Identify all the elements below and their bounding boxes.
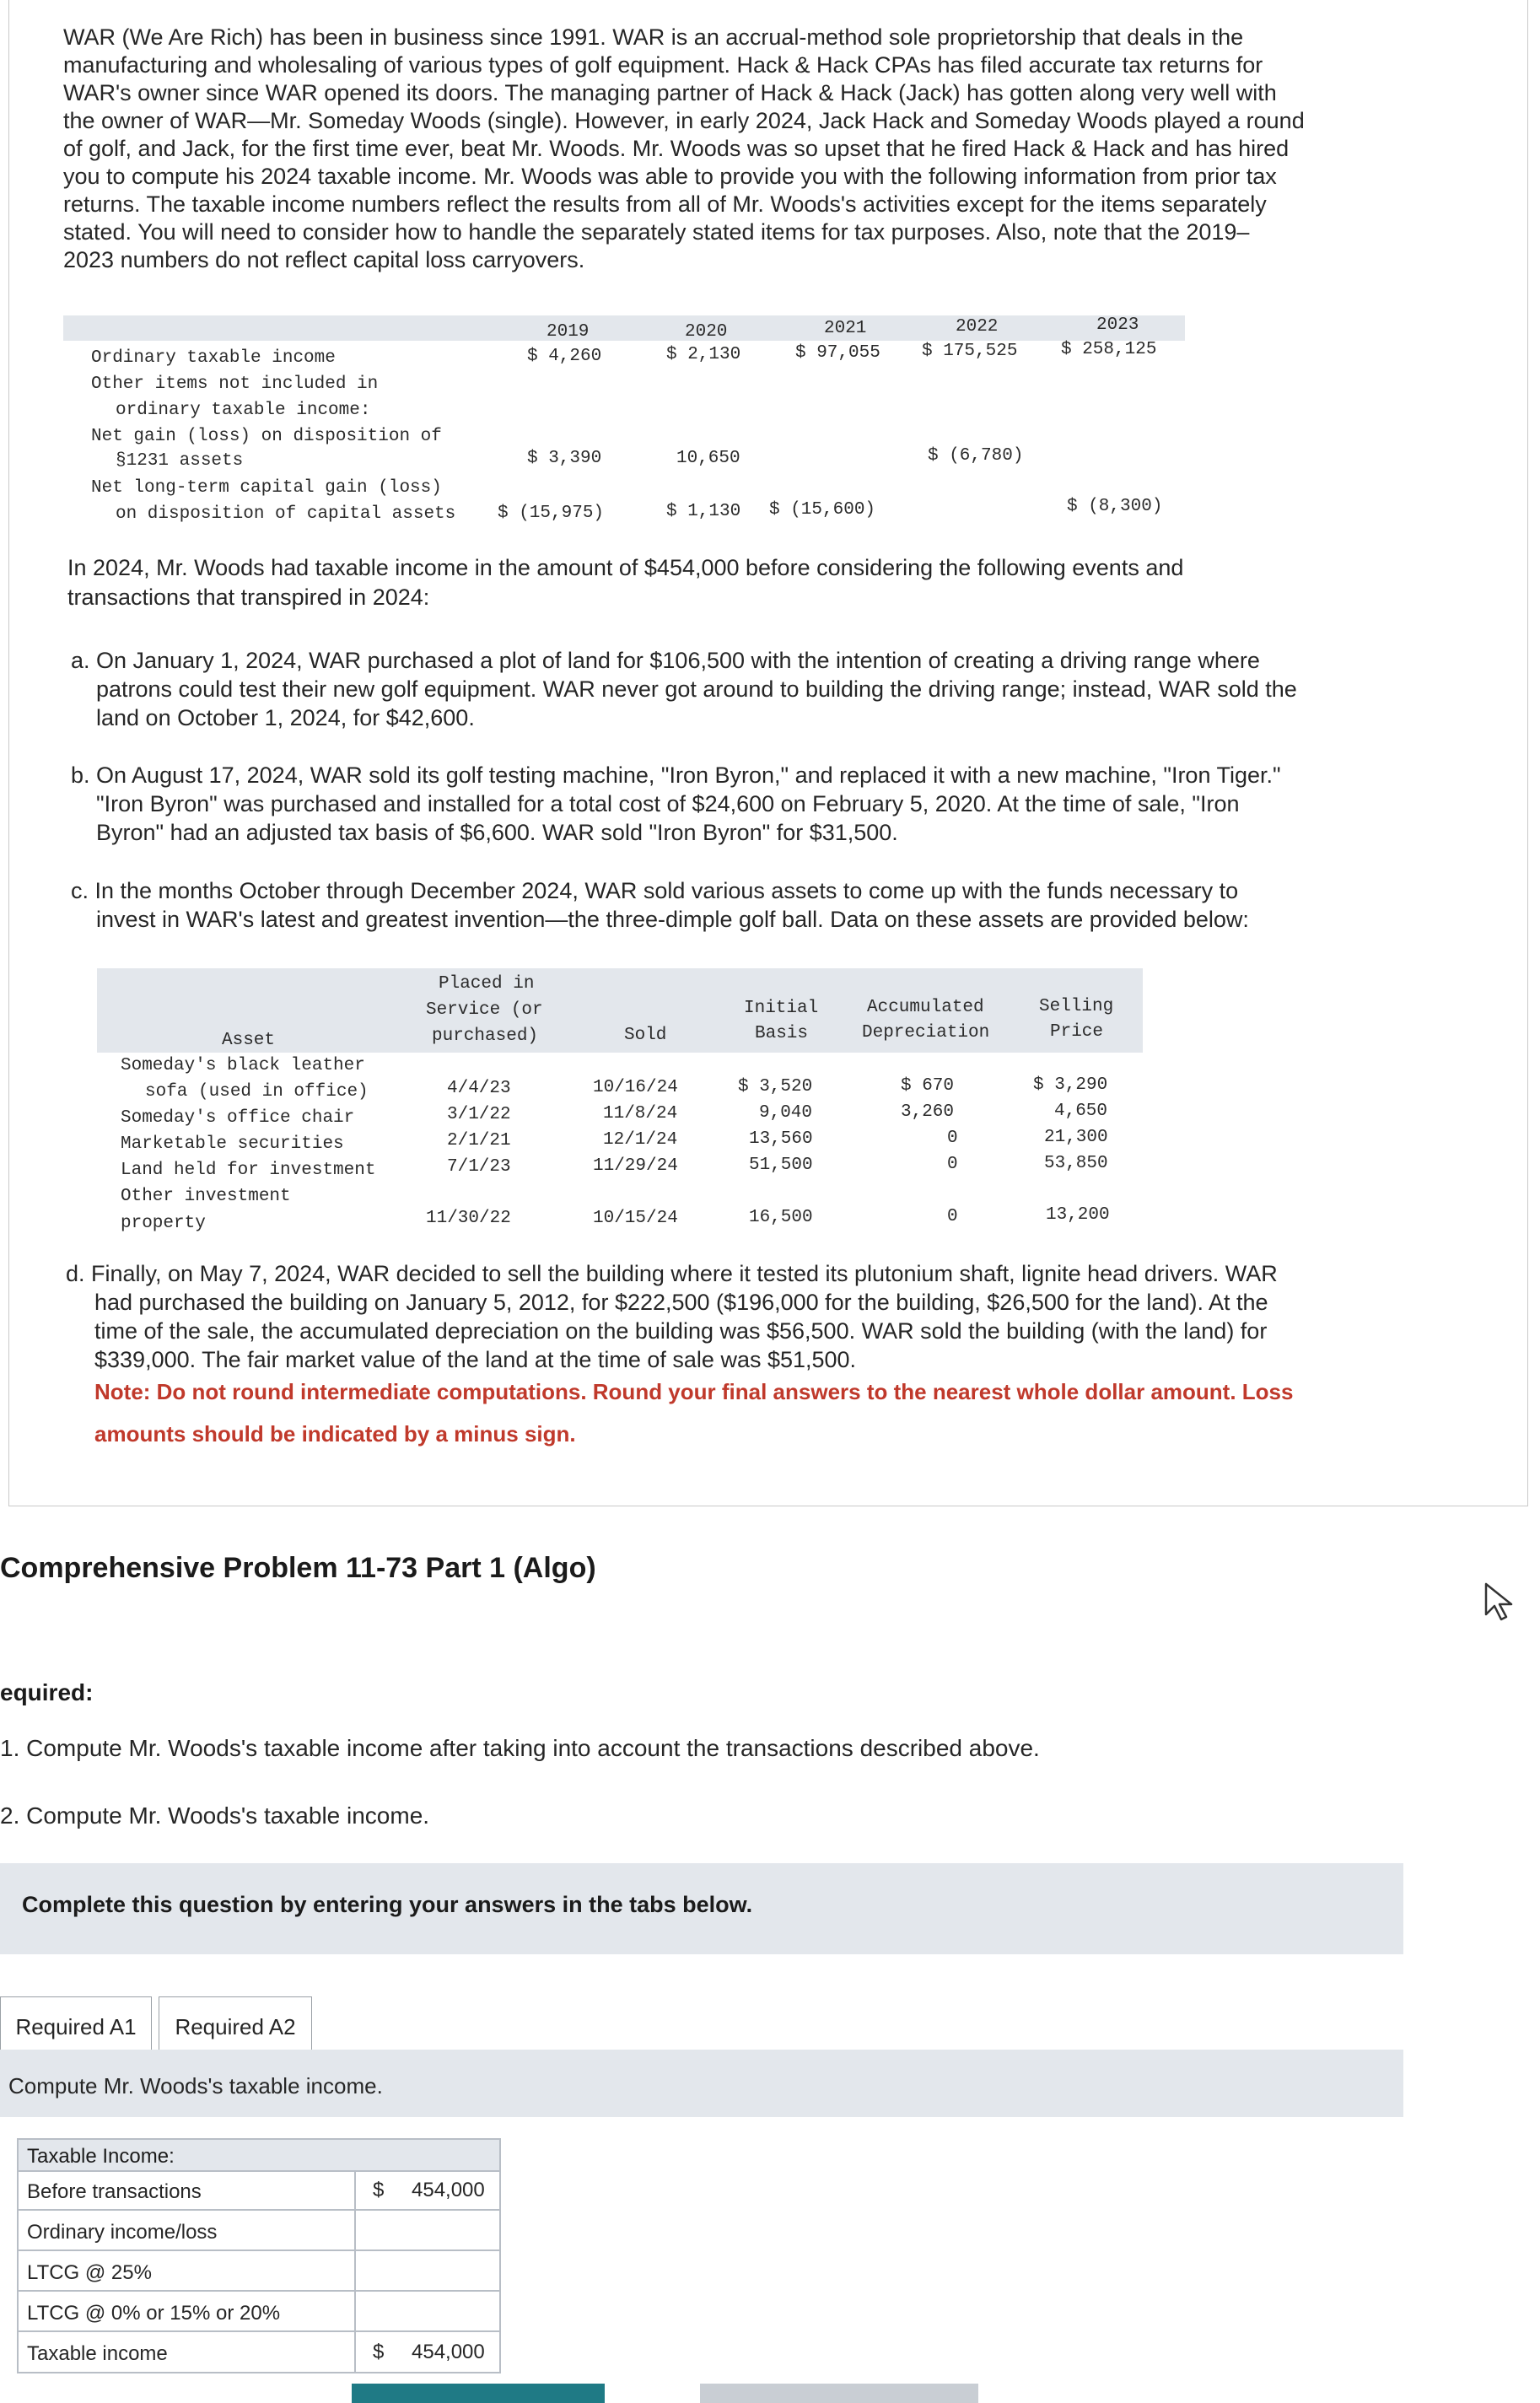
problem-title: Comprehensive Problem 11-73 Part 1 (Algo) — [0, 1552, 596, 1584]
cell-value: $ 175,525 — [922, 342, 1018, 361]
accumulated-depreciation: 0 — [947, 1207, 958, 1226]
event-line: had purchased the building on January 5, 2012, for $222,500 ($196,000 for the building, $26,500 for the land). At the — [94, 1290, 1268, 1315]
answer-input-before[interactable]: 454,000 — [412, 2179, 485, 2201]
tab-prompt-text: Compute Mr. Woods's taxable income. — [8, 2073, 383, 2099]
selling-price: 21,300 — [1044, 1128, 1108, 1147]
cell-value: $ (15,975) — [498, 504, 605, 523]
cell-value: $ 2,130 — [666, 345, 741, 364]
answer-input-ltcg-25[interactable] — [358, 2253, 496, 2287]
row-label: Net gain (loss) on disposition of — [91, 427, 442, 446]
sold-date: 11/29/24 — [593, 1156, 678, 1176]
placed-date: 3/1/22 — [447, 1105, 511, 1124]
initial-basis: 16,500 — [749, 1208, 813, 1227]
col-header: purchased) — [432, 1026, 539, 1046]
event-line: land on October 1, 2024, for $42,600. — [96, 705, 475, 730]
selling-price: $ 3,290 — [1033, 1075, 1108, 1095]
intro-line: WAR's owner since WAR opened its doors. The managing partner of Hack & Hack (Jack) has gotten along very well with — [63, 80, 1277, 105]
row-label: ordinary taxable income: — [116, 401, 371, 420]
row-label: Net long-term capital gain (loss) — [91, 478, 442, 498]
intro-line: returns. The taxable income numbers reflect the results from all of Mr. Woods's activities except for the items separately — [63, 191, 1267, 217]
row-label: on disposition of capital assets — [116, 504, 456, 524]
asset-name: property — [121, 1214, 206, 1233]
col-header: Price — [1050, 1022, 1104, 1042]
answer-row — [19, 2292, 499, 2332]
answer-input-ltcg-0-15-20[interactable] — [358, 2293, 496, 2327]
rounding-note: amounts should be indicated by a minus sign. — [94, 1421, 576, 1447]
initial-basis: 13,560 — [749, 1129, 813, 1149]
intro-line: stated. You will need to consider how to handle the separately stated items for tax purposes. Also, note that the 2019– — [63, 219, 1250, 245]
intro-line: of golf, and Jack, for the first time ever, beat Mr. Woods. Mr. Woods was so upset that he fired Hack & Hack and has hired — [63, 136, 1290, 161]
event-line: Byron" had an adjusted tax basis of $6,600. WAR sold "Iron Byron" for $31,500. — [96, 820, 898, 845]
placed-date: 4/4/23 — [447, 1079, 511, 1098]
col-header: Selling — [1039, 997, 1114, 1016]
cell-value: $ 97,055 — [795, 343, 880, 363]
sold-date: 11/8/24 — [603, 1104, 678, 1123]
cell-value: $ 3,390 — [527, 449, 602, 468]
row-label: LTCG @ 0% or 15% or 20% — [27, 2302, 281, 2325]
event-line: time of the sale, the accumulated depreciation on the building was $56,500. WAR sold the building (with the land) for — [94, 1318, 1268, 1344]
intro-line: 2023 numbers do not reflect capital loss carryovers. — [63, 247, 585, 272]
event-line: b. On August 17, 2024, WAR sold its golf testing machine, "Iron Byron," and replaced it with a new machine, "Iron Tiger." — [71, 762, 1281, 788]
selling-price: 13,200 — [1046, 1205, 1110, 1225]
initial-basis: 9,040 — [759, 1103, 813, 1123]
accumulated-depreciation: 0 — [947, 1129, 958, 1148]
intro-line: you to compute his 2024 taxable income. Mr. Woods was able to provide you with the following information from prior tax — [63, 164, 1277, 189]
answer-row — [19, 2251, 499, 2292]
tab-required-a2[interactable]: Required A2 — [159, 1996, 312, 2057]
year-header: 2019 — [547, 322, 590, 342]
rounding-note: Note: Do not round intermediate computations. Round your final answers to the nearest whole dollar amount. Loss — [94, 1379, 1294, 1404]
event-line: patrons could test their new golf equipment. WAR never got around to building the driving range; instead, WAR sold the — [96, 676, 1297, 702]
initial-basis: $ 3,520 — [738, 1077, 813, 1096]
answer-row — [19, 2211, 499, 2251]
sold-date: 10/16/24 — [593, 1078, 678, 1097]
asset-name: Someday's black leather — [121, 1056, 365, 1075]
tab-required-a1[interactable]: Required A1 — [0, 1996, 152, 2057]
row-label: Ordinary income/loss — [27, 2221, 218, 2244]
mouse-pointer-icon — [1483, 1581, 1520, 1623]
selling-price: 4,650 — [1054, 1102, 1108, 1121]
asset-name: sofa (used in office) — [145, 1082, 369, 1102]
sold-date: 12/1/24 — [603, 1130, 678, 1150]
answer-table-header — [19, 2140, 499, 2172]
col-header: Accumulated — [867, 998, 984, 1017]
placed-date: 11/30/22 — [426, 1209, 511, 1228]
event-line: c. In the months October through December 2024, WAR sold various assets to come up with the funds necessary to — [71, 878, 1239, 903]
year-header: 2020 — [685, 322, 728, 342]
col-header: Placed in — [439, 974, 535, 994]
row-label: Ordinary taxable income — [91, 348, 336, 368]
tab-prompt-panel — [0, 2050, 1403, 2117]
accumulated-depreciation: 0 — [947, 1155, 958, 1174]
requirement-1: 1. Compute Mr. Woods's taxable income after taking into account the transactions described above. — [0, 1735, 1040, 1761]
col-header: Depreciation — [862, 1023, 990, 1043]
event-line: d. Finally, on May 7, 2024, WAR decided to sell the building where it tested its plutonium shaft, lignite head drivers. WAR — [66, 1261, 1278, 1286]
cell-value: 10,650 — [676, 449, 740, 468]
instructions-panel — [0, 1863, 1403, 1954]
intro-line: WAR (We Are Rich) has been in business since 1991. WAR is an accrual-method sole proprietorship that deals in the — [63, 24, 1244, 50]
intro-line: the owner of WAR—Mr. Someday Woods (single). However, in early 2024, Jack Hack and Someday Woods played a round — [63, 108, 1305, 133]
col-header: Service (or — [426, 1000, 543, 1020]
event-line: "Iron Byron" was purchased and installed for a total cost of $24,600 on February 5, 2020. At the time of sale, "Iron — [96, 791, 1240, 816]
currency-symbol: $ — [373, 2179, 385, 2201]
answer-input-ordinary[interactable] — [358, 2212, 496, 2246]
answer-row — [19, 2332, 499, 2372]
event-line: a. On January 1, 2024, WAR purchased a plot of land for $106,500 with the intention of creating a driving range where — [71, 648, 1260, 673]
col-header: Basis — [755, 1024, 809, 1043]
year-header: 2023 — [1096, 315, 1139, 335]
cell-value: $ 258,125 — [1061, 340, 1157, 359]
answer-row — [19, 2170, 499, 2211]
event-line: $339,000. The fair market value of the land at the time of sale was $51,500. — [94, 1347, 857, 1372]
next-button[interactable] — [700, 2384, 978, 2403]
cell-value: $ 4,260 — [527, 347, 602, 366]
event-line: invest in WAR's latest and greatest invention—the three-dimple golf ball. Data on these assets are provided below: — [96, 907, 1249, 932]
cell-value: $ 1,130 — [666, 502, 741, 521]
asset-name: Marketable securities — [121, 1134, 344, 1154]
selling-price: 53,850 — [1044, 1154, 1108, 1173]
placed-date: 2/1/21 — [447, 1131, 511, 1150]
col-header: Sold — [624, 1026, 667, 1045]
row-label: Taxable income — [27, 2342, 168, 2365]
required-label: equired: — [0, 1679, 94, 1705]
asset-name: Someday's office chair — [121, 1108, 355, 1128]
row-label: Other items not included in — [91, 374, 379, 394]
answer-table-title: Taxable Income: — [27, 2145, 175, 2168]
col-header: Asset — [222, 1031, 276, 1050]
sold-date: 10/15/24 — [593, 1209, 678, 1228]
statement-line: transactions that transpired in 2024: — [67, 585, 430, 610]
row-label: §1231 assets — [116, 451, 244, 471]
statement-line: In 2024, Mr. Woods had taxable income in the amount of $454,000 before considering the following events and — [67, 555, 1184, 580]
cell-value: $ (15,600) — [769, 500, 876, 520]
initial-basis: 51,500 — [749, 1156, 813, 1175]
year-header: 2021 — [824, 319, 867, 338]
row-label: Before transactions — [27, 2180, 202, 2203]
currency-symbol: $ — [373, 2341, 385, 2363]
col-header: Initial — [744, 999, 819, 1018]
cell-value: $ (8,300) — [1067, 497, 1163, 516]
row-label: LTCG @ 25% — [27, 2261, 152, 2284]
asset-name: Other investment — [121, 1187, 291, 1206]
previous-button[interactable] — [352, 2384, 605, 2403]
accumulated-depreciation: 3,260 — [901, 1102, 955, 1122]
instructions-text: Complete this question by entering your answers in the tabs below. — [22, 1892, 753, 1917]
accumulated-depreciation: $ 670 — [901, 1076, 955, 1096]
taxable-income-total: 454,000 — [412, 2341, 485, 2363]
answer-table — [17, 2138, 501, 2373]
cell-value: $ (6,780) — [928, 446, 1024, 466]
prior-table-header-band — [63, 315, 1185, 341]
asset-name: Land held for investment — [121, 1161, 376, 1180]
year-header: 2022 — [956, 317, 999, 337]
intro-line: manufacturing and wholesaling of various types of golf equipment. Hack & Hack CPAs has filed accurate tax returns for — [63, 52, 1263, 78]
requirement-2: 2. Compute Mr. Woods's taxable income. — [0, 1802, 430, 1829]
placed-date: 7/1/23 — [447, 1157, 511, 1177]
